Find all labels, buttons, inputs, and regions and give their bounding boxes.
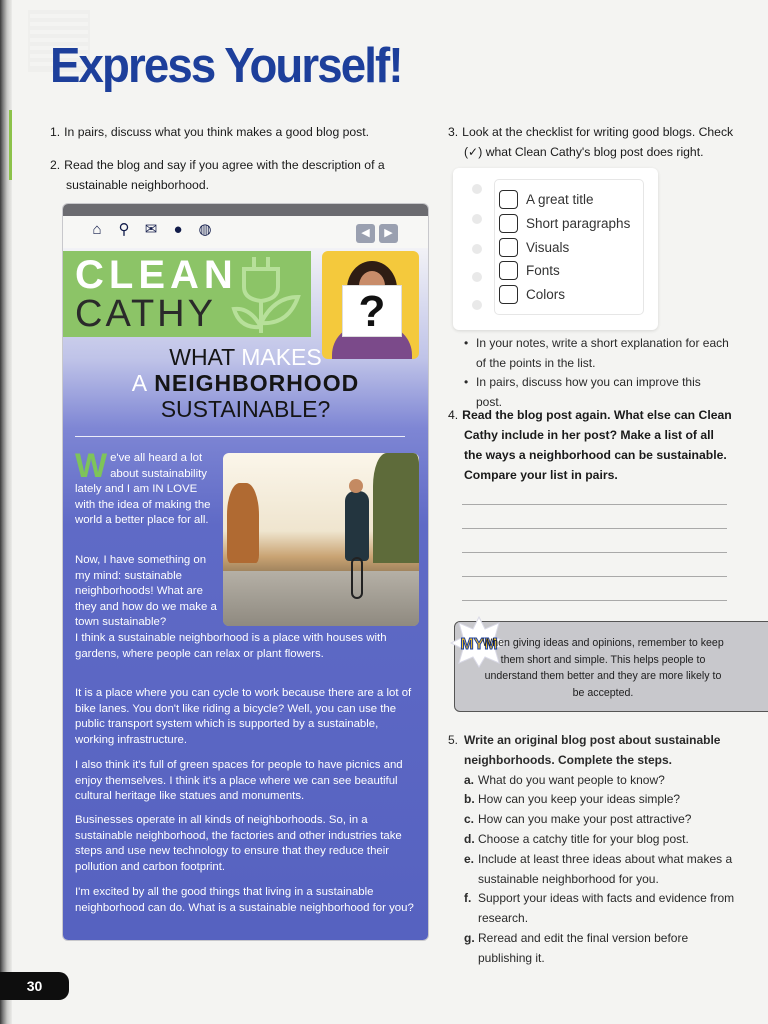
location-pin-icon[interactable]: ⚲ bbox=[118, 221, 130, 238]
headline-what: WHAT bbox=[169, 344, 242, 370]
writing-steps bbox=[448, 731, 738, 969]
brand-cathy: CATHY bbox=[75, 293, 216, 335]
instruction-text: In pairs, discuss what you think makes a good blog post. bbox=[64, 125, 370, 139]
page-number: 30 bbox=[0, 972, 69, 1000]
checkbox[interactable] bbox=[499, 190, 518, 209]
checkbox[interactable] bbox=[499, 214, 518, 233]
svg-text:MYM: MYM bbox=[460, 636, 498, 653]
page-title: Express Yourself! bbox=[50, 39, 402, 93]
checklist-label: Short paragraphs bbox=[526, 216, 631, 231]
checklist-label: Fonts bbox=[526, 263, 560, 278]
brand-clean: CLEAN bbox=[75, 253, 238, 297]
previous-arrow-icon[interactable]: ◀ bbox=[356, 224, 375, 243]
step-item: a. What do you want people to know? bbox=[464, 772, 665, 787]
instruction-text: Write an original blog post about sustainable neighborhoods. Complete the steps. bbox=[464, 733, 721, 767]
blog-nav-icons bbox=[89, 222, 213, 238]
instruction-2 bbox=[50, 155, 390, 195]
instruction-number: 3. bbox=[448, 125, 459, 139]
bullet-item: • In pairs, discuss how you can improve this post. bbox=[462, 373, 730, 412]
eco-plug-icon bbox=[228, 253, 308, 337]
browser-top-bar bbox=[63, 204, 428, 216]
checklist-item-great-title[interactable] bbox=[499, 190, 594, 209]
blog-post-card bbox=[62, 203, 429, 941]
question-girl-photo bbox=[322, 251, 419, 359]
bullet-item: • In your notes, write a short explanation for each of the points in the list. bbox=[462, 334, 730, 373]
checklist-item-colors[interactable] bbox=[499, 285, 565, 304]
headline-neighborhood: NEIGHBORHOOD bbox=[154, 370, 360, 396]
headline-a: A bbox=[131, 370, 155, 396]
question-card: ? bbox=[342, 285, 402, 337]
instruction-text: Read the blog post again. What else can Clean Cathy include in her post? Make a list of all the ways a neighborhood can be sustainable. Compare your list in pairs. bbox=[462, 408, 732, 482]
headline-divider bbox=[75, 436, 405, 437]
step-item: c. How can you make your post attractive? bbox=[464, 812, 692, 827]
instruction-number: 2. bbox=[50, 158, 61, 172]
tip-text: When giving ideas and opinions, remember to keep them short and simple. This helps people to understand them better and they are more likely to be accepted. bbox=[482, 637, 724, 699]
headline-makes: MAKES bbox=[241, 344, 322, 370]
checklist-label: A great title bbox=[526, 192, 594, 207]
blog-arrows bbox=[356, 224, 398, 243]
globe-icon[interactable]: ◍ bbox=[198, 221, 212, 238]
writing-lines[interactable] bbox=[462, 504, 727, 624]
blog-paragraph-6: I'm excited by all the good things that living in a sustainable neighborhood can do. What is a sustainable neighborhood for you? bbox=[75, 886, 414, 914]
checklist-label: Visuals bbox=[526, 240, 570, 255]
next-arrow-icon[interactable]: ▶ bbox=[379, 224, 398, 243]
blog-paragraph-5: Businesses operate in all kinds of neighborhoods. So, in a sustainable neighborhood, the factories and other industries take steps and use new technology to ensure that they reduce their pollution and carbon footprint. bbox=[75, 814, 402, 873]
blog-checklist bbox=[453, 168, 658, 330]
step-item: g. Reread and edit the final version before publishing it. bbox=[464, 930, 689, 965]
drop-cap: W bbox=[75, 447, 108, 485]
blog-paragraph-3: It is a place where you can cycle to work because there are a lot of bike lanes. You don't like riding a bicycle? Well, you can use the public transport system which is supported by a sustainable, working infrastructure. bbox=[75, 687, 412, 746]
step-item: b. How can you keep your ideas simple? bbox=[464, 792, 681, 807]
binding-accent bbox=[9, 110, 12, 180]
blog-paragraph-2b: I think a sustainable neighborhood is a place with houses with gardens, where people can relax or plant flowers. bbox=[75, 632, 387, 660]
checkbox[interactable] bbox=[499, 285, 518, 304]
blog-headline bbox=[63, 344, 428, 422]
checklist-label: Colors bbox=[526, 287, 566, 302]
instruction-number: 4. bbox=[448, 408, 459, 422]
home-icon[interactable]: ⌂ bbox=[92, 221, 102, 238]
checkbox[interactable] bbox=[499, 261, 518, 280]
blog-paragraph-4: I also think it's full of green spaces for people to have picnics and enjoy themselves. I think it's a place where we can see beautiful cultural heritage like statues and monuments. bbox=[75, 759, 403, 802]
clean-cathy-banner bbox=[63, 251, 311, 337]
paragraph-text: e've all heard a lot about sustainability lately and I am IN LOVE with the idea of making the world a better place for all. bbox=[75, 452, 211, 526]
cyclist-photo bbox=[223, 453, 419, 626]
step-item: e. Include at least three ideas about what makes a sustainable neighborhood for you. bbox=[464, 851, 733, 886]
checklist-bullets bbox=[462, 334, 730, 412]
step-item: f. Support your ideas with facts and evidence from research. bbox=[464, 891, 735, 926]
instruction-3 bbox=[448, 122, 738, 162]
checkbox[interactable] bbox=[499, 238, 518, 257]
checklist-item-fonts[interactable] bbox=[499, 261, 560, 280]
instruction-5 bbox=[448, 731, 738, 771]
instruction-number: 1. bbox=[50, 125, 61, 139]
mail-icon[interactable]: ✉ bbox=[144, 221, 158, 238]
chat-bubble-icon[interactable]: ● bbox=[173, 221, 183, 238]
headline-sustainable: SUSTAINABLE? bbox=[160, 396, 331, 422]
instruction-number: 5. bbox=[448, 733, 459, 747]
blog-paragraph-1 bbox=[75, 447, 219, 529]
instruction-4 bbox=[448, 405, 733, 485]
instruction-text: Read the blog and say if you agree with the description of a sustainable neighborhood. bbox=[64, 158, 385, 192]
blog-paragraph-2a: Now, I have something on my mind: sustainable neighborhoods! What are they and how do we make a town sustainable? bbox=[75, 554, 217, 628]
book-binding bbox=[0, 0, 12, 1024]
checklist-item-visuals[interactable] bbox=[499, 238, 569, 257]
step-item: d. Choose a catchy title for your blog post. bbox=[464, 831, 689, 846]
instruction-1 bbox=[50, 122, 410, 142]
instruction-text: Look at the checklist for writing good blogs. Check (✓) what Clean Cathy's blog post does right. bbox=[462, 125, 734, 159]
checklist-item-short-paragraphs[interactable] bbox=[499, 214, 630, 233]
